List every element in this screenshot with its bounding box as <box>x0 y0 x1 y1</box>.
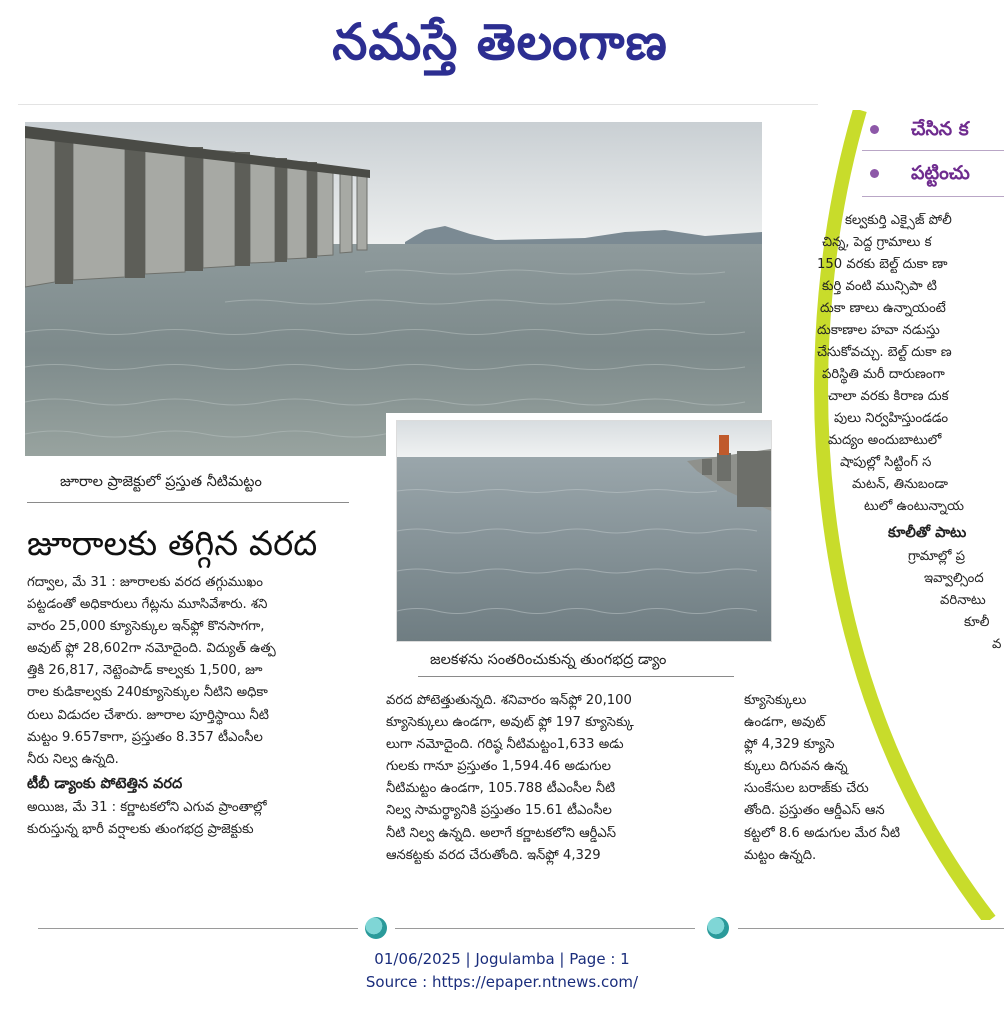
adjacent-subhead: కూలీతో పాటు <box>888 525 967 541</box>
adjacent-text-line: కూలీ <box>964 615 990 630</box>
text-line: అవుట్ ఫ్లో 28,602గా నమోదైంది. విద్యుత్ ఉత్ప <box>27 641 276 657</box>
text-line: నీరు నిల్వ ఉన్నది. <box>27 751 119 767</box>
footer-divider-right <box>738 928 1004 929</box>
masthead-divider <box>18 104 818 105</box>
text-line: త్తికి 26,817, నెట్టెంపాడ్ కాల్వకు 1,500, జూ <box>27 663 263 679</box>
footer-divider-middle <box>395 928 695 929</box>
text-line: ఫ్లో 4,329 క్యూసె <box>744 737 835 753</box>
adjacent-text-line: చిన్న, పెద్ద గ్రామాలు క <box>822 235 932 250</box>
jurala-dam-photo <box>25 122 762 456</box>
inset-caption-divider <box>418 676 734 677</box>
adjacent-text-line: వరినాటు <box>940 593 986 608</box>
text-line: అయిజ, మే 31 : కర్ణాటకలోని ఎగువ ప్రాంతాల్లో <box>27 799 267 815</box>
adjacent-text-line: దుకా ణాలు ఉన్నాయంటే <box>820 301 946 316</box>
adjacent-text-line: ఇవ్వాల్సింద <box>924 571 984 586</box>
adjacent-bullet-1 <box>870 118 969 145</box>
source-link[interactable]: Source : https://epaper.ntnews.com/ <box>365 973 639 991</box>
adjacent-text-line: వ <box>992 637 1002 652</box>
text-line: క్కులు దిగువన ఉన్న <box>744 759 848 775</box>
adjacent-text-line: మద్యం అందుబాటులో <box>828 433 942 448</box>
text-line: క్యూసెక్కులు <box>744 693 807 708</box>
adjacent-text-line: కల్వకుర్తి ఎక్సైజ్ పోలీ <box>845 213 952 228</box>
article-column-1 <box>27 572 359 841</box>
adjacent-text-line: మటన్, తినుబండా <box>852 477 948 492</box>
inset-photo-caption: జలకళను సంతరించుకున్న తుంగభద్ర డ్యాం <box>430 652 667 668</box>
text-line: గులకు గానూ ప్రస్తుతం 1,594.46 అడుగుల <box>386 759 611 775</box>
ornament-icon <box>707 917 729 939</box>
text-line: తోంది. ప్రస్తుతం ఆర్డీఎస్ ఆన <box>744 803 885 819</box>
article-headline: జూరాలకు తగ్గిన వరద <box>27 524 318 564</box>
caption-divider <box>27 502 349 503</box>
adjacent-text-line: గ్రామాల్లో ప్ర <box>908 549 966 564</box>
adjacent-text-line: షాపుల్లో సిట్టింగ్ స <box>840 455 932 470</box>
text-line: మట్టం 9.657కాగా, ప్రస్తుతం 8.357 టీఎంసీల <box>27 729 263 745</box>
adjacent-bullet-2 <box>870 162 970 189</box>
footer-divider-left <box>38 928 358 929</box>
text-line: సుంకేసుల బరాజ్‌కు చేరు <box>744 781 869 797</box>
adjacent-article-panel <box>800 110 1004 920</box>
bullet-text: పట్టించు <box>911 162 970 184</box>
main-photo-caption: జూరాల ప్రాజెక్టులో ప్రస్తుత నీటిమట్టం <box>60 474 262 490</box>
article-subhead: టీబీ డ్యాంకు పోటెత్తిన వరద <box>27 775 183 792</box>
adjacent-text-line: చేసుకోవచ్చు. బెల్ట్ దుకా ణ <box>817 345 952 360</box>
text-line: పట్టడంతో అధికారులు గేట్లను మూసివేశారు. శని <box>27 597 268 613</box>
text-line: కురుస్తున్న భారీ వర్షాలకు తుంగభద్ర ప్రాజెక్టుకు <box>27 822 254 838</box>
text-line: నీటిమట్టం ఉండగా, 105.788 టీఎంసీల నీటి <box>386 781 616 797</box>
adjacent-text-line: పరిస్థితి మరీ దారుణంగా <box>822 367 945 382</box>
adjacent-text-line: కుర్తి వంటి మున్సిపా టి <box>822 279 937 294</box>
adjacent-text-line: టులో ఉంటున్నాయ <box>864 499 964 514</box>
text-line: కట్టలో 8.6 అడుగుల మేర నీటి <box>744 825 901 841</box>
bullet-text: చేసిన క <box>911 118 969 140</box>
text-line: రులు విడుదల చేశారు. జూరాల పూర్తిస్థాయి నీటి <box>27 707 269 723</box>
article-column-2 <box>386 690 718 867</box>
edition-info: 01/06/2025 | Jogulamba | Page : 1 <box>374 950 630 968</box>
newspaper-masthead: నమస్తే తెలంగాణ <box>332 13 668 71</box>
text-line: లుగా నమోదైంది. గరిష్ఠ నీటిమట్టం1,633 అడు <box>386 737 624 753</box>
text-line: ఉండగా, అవుట్ <box>744 715 826 731</box>
text-line: మట్టం ఉన్నది. <box>744 847 817 863</box>
text-line: నీటి నిల్వ ఉన్నది. అలాగే కర్ణాటకలోని ఆర్డీఎస్ <box>386 825 617 841</box>
bullet-divider <box>862 196 1004 197</box>
text-line: నిల్వ సామర్థ్యానికి ప్రస్తుతం 15.61 టీఎంసీల <box>386 803 612 819</box>
text-line: ఆనకట్టకు వరద చేరుతోంది. ఇన్‌ఫ్లో 4,329 <box>386 847 601 863</box>
adjacent-text-line: పులు నిర్వహిస్తుండడం <box>834 411 949 426</box>
text-line: రాల కుడికాల్వకు 240క్యూసెక్కుల నీటిని అధికా <box>27 685 268 701</box>
tungabhadra-dam-photo <box>396 420 772 642</box>
bullet-dot-icon <box>870 125 879 134</box>
adjacent-text-line: దుకాణాల హవా నడుస్తు <box>817 323 940 338</box>
text-line: క్యూసెక్కులు ఉండగా, అవుట్ ఫ్లో 197 క్యూసెక్కు <box>386 715 634 731</box>
adjacent-text-line: చాలా వరకు కిరాణ దుక <box>828 389 949 404</box>
text-line: వరద పోటెత్తుతున్నది. శనివారం ఇన్‌ఫ్లో 20,100 <box>386 693 632 708</box>
text-line: గద్వాల, మే 31 : జూరాలకు వరద తగ్గుముఖం <box>27 575 263 590</box>
bullet-divider <box>862 150 1004 151</box>
ornament-icon <box>365 917 387 939</box>
text-line: వారం 25,000 క్యూసెక్కుల ఇన్‌ఫ్లో కొనసాగగా, <box>27 619 265 635</box>
adjacent-text-line: 150 వరకు బెల్ట్ దుకా ణా <box>817 257 948 272</box>
bullet-dot-icon <box>870 169 879 178</box>
